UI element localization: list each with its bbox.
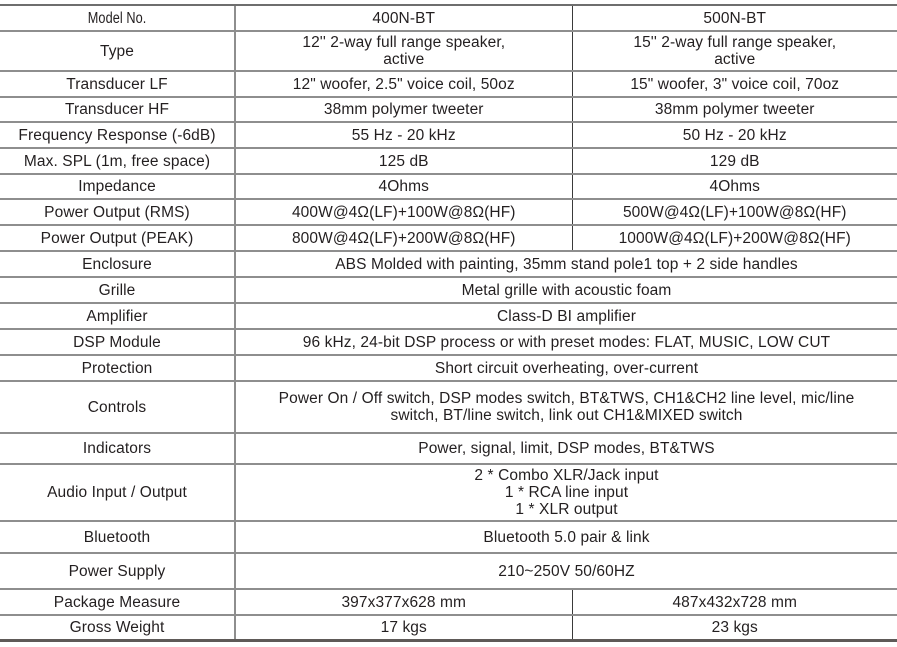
value-400n-bt: 17 kgs [235,615,572,640]
value-line: 2 * Combo XLR/Jack input [474,467,659,484]
row-label: Controls [0,381,235,433]
value-500n-bt: 129 dB [572,148,897,174]
row-label: Type [0,31,235,71]
value-shared: 96 kHz, 24-bit DSP process or with preset modes: FLAT, MUSIC, LOW CUT [235,329,897,355]
table-row-controls [0,381,897,433]
row-label: Indicators [0,433,235,464]
value-400n-bt: 4Ohms [235,174,572,199]
row-label: Gross Weight [0,615,235,640]
table-row-amplifier [0,303,897,329]
row-label: Impedance [0,174,235,199]
table-row-transducer-lf [0,71,897,97]
value-500n-bt: 15" woofer, 3" voice coil, 70oz [572,71,897,97]
header-model-400n-bt: 400N-BT [235,5,572,31]
value-400n-bt: 397x377x628 mm [235,589,572,615]
row-label: Grille [0,277,235,303]
value-shared: Power, signal, limit, DSP modes, BT&TWS [235,433,897,464]
row-label: Transducer HF [0,97,235,122]
value-shared: Short circuit overheating, over-current [235,355,897,381]
value-500n-bt: 487x432x728 mm [572,589,897,615]
row-label: Amplifier [0,303,235,329]
row-label: Audio Input / Output [0,464,235,521]
table-row-power-supply [0,553,897,589]
value-500n-bt [572,31,897,71]
value-shared [235,464,897,521]
value-400n-bt: 55 Hz - 20 kHz [235,122,572,148]
table-row-indicators [0,433,897,464]
table-row-type [0,31,897,71]
value-shared [235,381,897,433]
value-line: Power On / Off switch, DSP modes switch, BT&TWS, CH1&CH2 line level, mic/line [278,390,855,407]
value-shared: ABS Molded with painting, 35mm stand pole1 top + 2 side handles [235,251,897,277]
value-line: active [383,51,425,68]
value-line: 1 * RCA line input [504,484,629,501]
row-label: Power Output (RMS) [0,199,235,225]
table-row-enclosure [0,251,897,277]
value-500n-bt: 50 Hz - 20 kHz [572,122,897,148]
row-label: Power Output (PEAK) [0,225,235,251]
value-400n-bt: 38mm polymer tweeter [235,97,572,122]
value-shared: Bluetooth 5.0 pair & link [235,521,897,553]
table-row-package-measure [0,589,897,615]
header-row [0,5,897,31]
value-400n-bt: 400W@4Ω(LF)+100W@8Ω(HF) [235,199,572,225]
value-400n-bt: 12" woofer, 2.5" voice coil, 50oz [235,71,572,97]
table-row-power-output-rms [0,199,897,225]
row-label: DSP Module [0,329,235,355]
header-model-no: Model No. [21,5,214,31]
table-row-transducer-hf [0,97,897,122]
spec-table [0,4,897,642]
value-line: switch, BT/line switch, link out CH1&MIXED switch [390,407,743,424]
value-500n-bt: 1000W@4Ω(LF)+200W@8Ω(HF) [572,225,897,251]
row-label: Bluetooth [0,521,235,553]
value-line: active [714,51,756,68]
value-400n-bt: 800W@4Ω(LF)+200W@8Ω(HF) [235,225,572,251]
value-shared: Metal grille with acoustic foam [235,277,897,303]
row-label: Enclosure [0,251,235,277]
table-row-power-output-peak [0,225,897,251]
table-row-gross-weight [0,615,897,640]
table-row-max-spl [0,148,897,174]
row-label: Max. SPL (1m, free space) [0,148,235,174]
value-line: 15'' 2-way full range speaker, [633,34,837,51]
row-label: Transducer LF [0,71,235,97]
value-line: 12'' 2-way full range speaker, [302,34,506,51]
table-row-dsp-module [0,329,897,355]
table-row-protection [0,355,897,381]
row-label: Frequency Response (-6dB) [0,122,235,148]
value-500n-bt: 38mm polymer tweeter [572,97,897,122]
table-row-bluetooth [0,521,897,553]
table-row-frequency-response [0,122,897,148]
header-model-500n-bt: 500N-BT [572,5,897,31]
row-label: Protection [0,355,235,381]
value-400n-bt: 125 dB [235,148,572,174]
value-shared: Class-D BI amplifier [235,303,897,329]
table-row-impedance [0,174,897,199]
value-500n-bt: 23 kgs [572,615,897,640]
row-label: Power Supply [0,553,235,589]
value-500n-bt: 500W@4Ω(LF)+100W@8Ω(HF) [572,199,897,225]
table-row-audio-io [0,464,897,521]
value-400n-bt [235,31,572,71]
value-500n-bt: 4Ohms [572,174,897,199]
value-shared: 210~250V 50/60HZ [235,553,897,589]
table-row-grille [0,277,897,303]
row-label: Package Measure [0,589,235,615]
value-line: 1 * XLR output [515,501,618,518]
